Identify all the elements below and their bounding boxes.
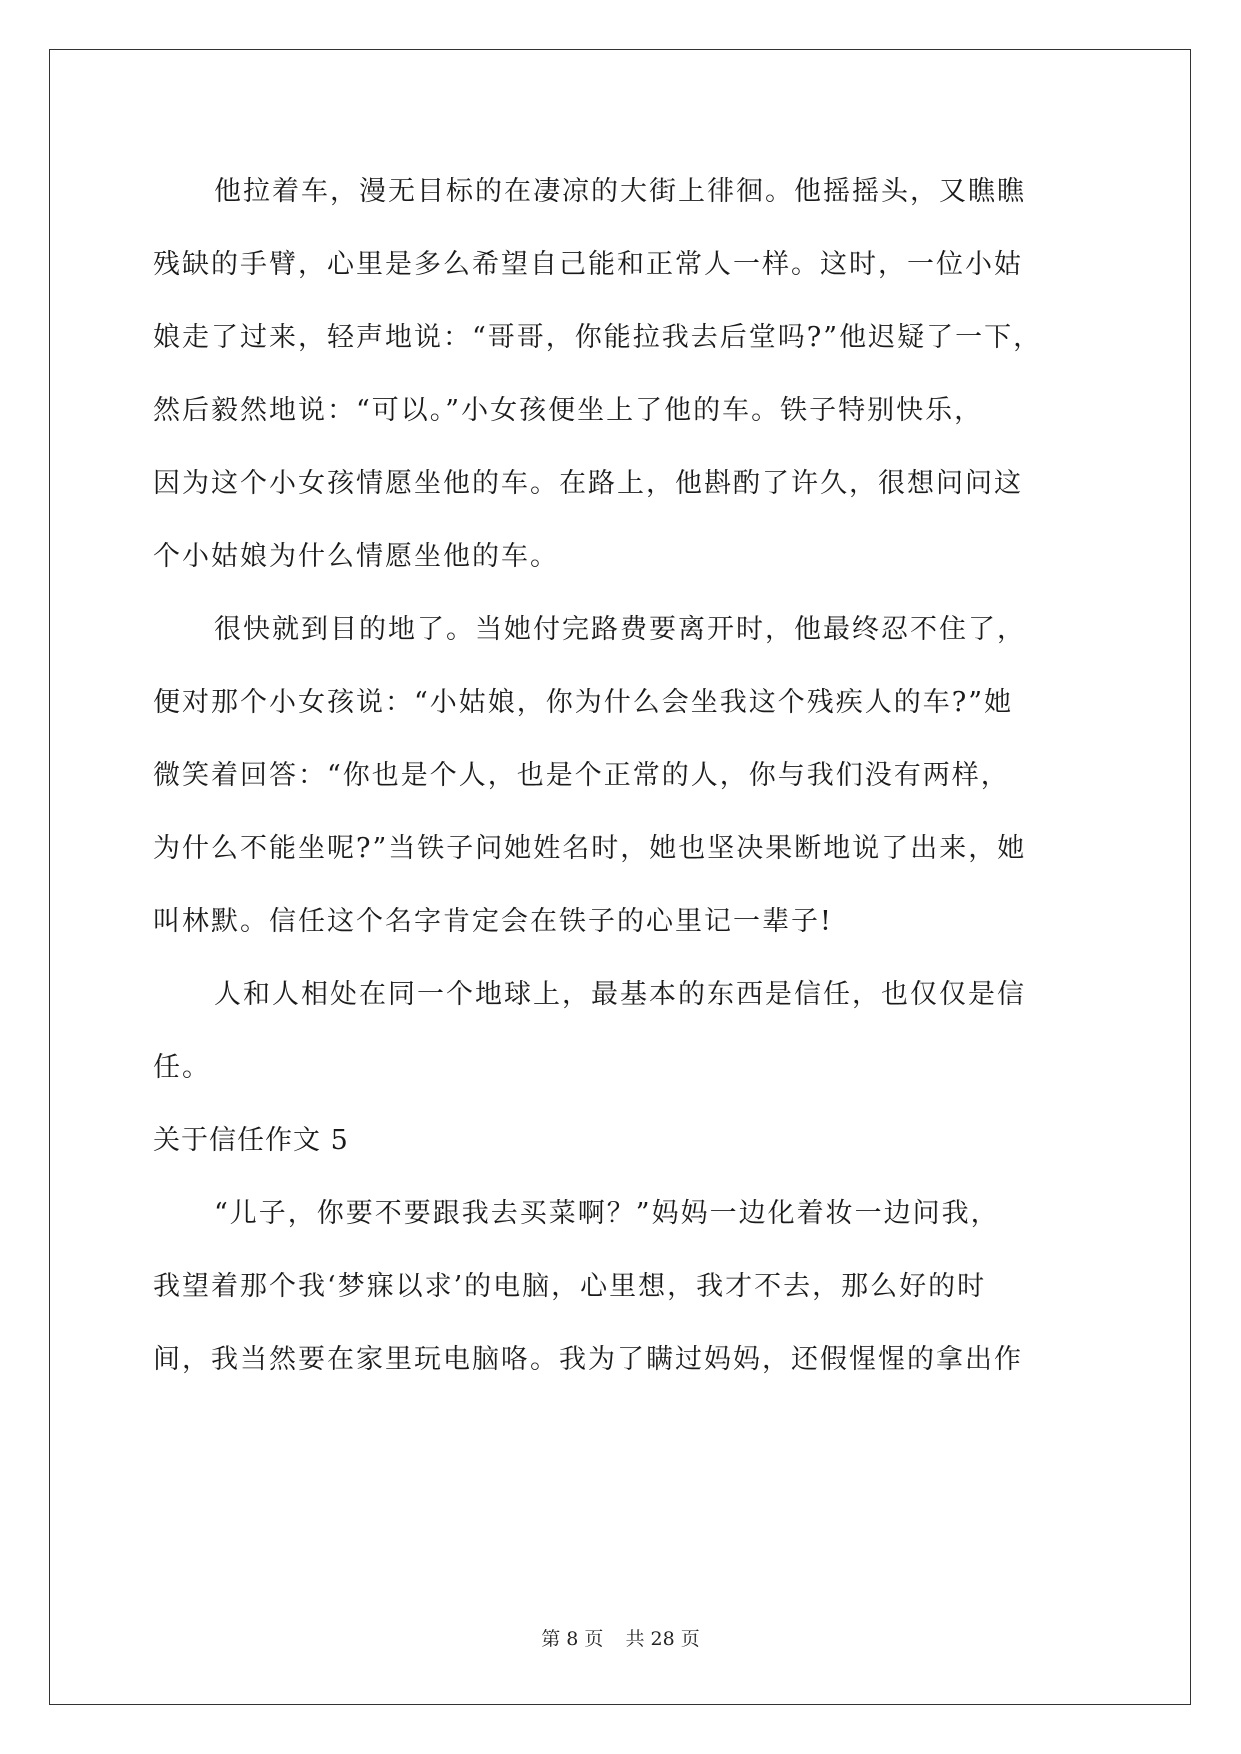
paragraph-line: 任。 [153,1052,211,1083]
paragraph-line: 因为这个小女孩情愿坐他的车。在路上，他斟酌了许久，很想问问这 [153,468,1023,499]
paragraph-line: 然后毅然地说：“可以。”小女孩便坐上了他的车。铁子特别快乐， [153,395,984,426]
paragraph-line: 为什么不能坐呢?”当铁子问她姓名时，她也坚决果断地说了出来，她 [153,833,1027,864]
page-total: 共 28 页 [625,1628,700,1650]
paragraph-line: 个小姑娘为什么情愿坐他的车。 [153,541,559,572]
paragraph-line: 叫林默。信任这个名字肯定会在铁子的心里记一辈子! [153,906,833,937]
page-footer [0,1624,1241,1651]
paragraph-line: 残缺的手臂，心里是多么希望自己能和正常人一样。这时，一位小姑 [153,249,1023,280]
paragraph-line: 人和人相处在同一个地球上，最基本的东西是信任，也仅仅是信 [214,979,1026,1010]
paragraph-line: 很快就到目的地了。当她付完路费要离开时，他最终忍不住了， [214,614,1026,645]
paragraph-line: 间，我当然要在家里玩电脑咯。我为了瞒过妈妈，还假惺惺的拿出作 [153,1344,1023,1375]
paragraph-line: 娘走了过来，轻声地说：“哥哥，你能拉我去后堂吗?”他迟疑了一下， [153,322,1043,353]
paragraph-line: 他拉着车，漫无目标的在凄凉的大街上徘徊。他摇摇头，又瞧瞧 [214,176,1026,207]
page-number: 第 8 页 [541,1628,604,1650]
paragraph-line: 便对那个小女孩说：“小姑娘，你为什么会坐我这个残疾人的车?”她 [153,687,1014,718]
paragraph-line: “儿子，你要不要跟我去买菜啊？”妈妈一边化着妆一边问我， [214,1198,1000,1229]
paragraph-line: 我望着那个我‘梦寐以求’的电脑，心里想，我才不去，那么好的时 [153,1271,987,1302]
page-border [49,49,1191,1705]
section-heading: 关于信任作文 5 [153,1125,349,1156]
paragraph-line: 微笑着回答：“你也是个人，也是个正常的人，你与我们没有两样， [153,760,1010,791]
